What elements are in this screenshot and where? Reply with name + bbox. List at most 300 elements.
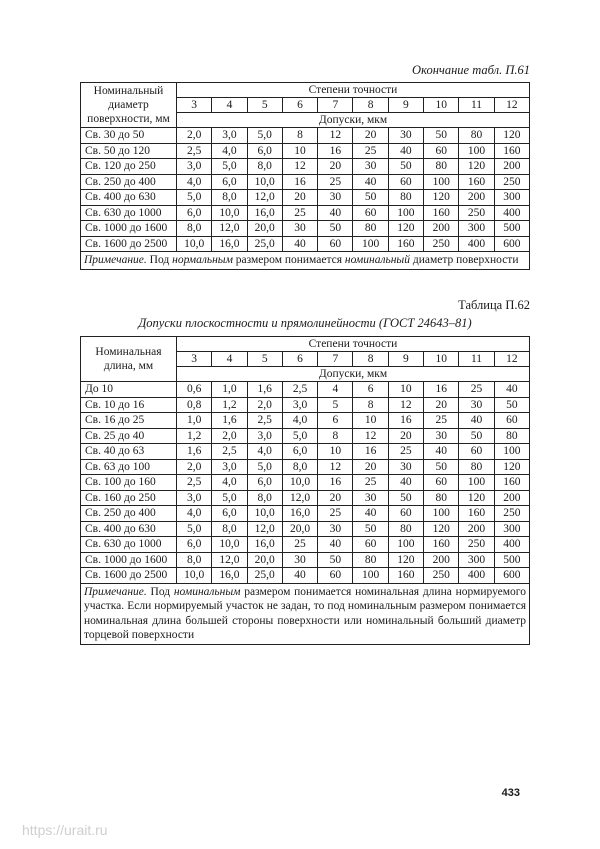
table-cell: 6,0 [177, 537, 212, 553]
table-row [81, 205, 530, 221]
table-cell: 4,0 [247, 444, 282, 460]
table-cell: 2,5 [212, 444, 247, 460]
table-cell: 80 [494, 428, 529, 444]
table-cell: 60 [318, 568, 353, 584]
table-row [81, 159, 530, 175]
note-label: Примечание. [84, 585, 147, 598]
table-cell: 60 [353, 537, 388, 553]
table-cell: 2,0 [247, 397, 282, 413]
row-label: Св. 160 до 250 [81, 490, 177, 506]
table-cell: 16 [353, 444, 388, 460]
table-cell: 60 [494, 413, 529, 429]
table-cell: 6,0 [212, 506, 247, 522]
table-cell: 80 [388, 521, 423, 537]
unit-header: Допуски, мкм [177, 113, 530, 128]
table-cell: 4,0 [212, 475, 247, 491]
grade-cell: 9 [388, 98, 423, 113]
table-cell: 50 [424, 128, 459, 144]
table-cell: 120 [459, 159, 494, 175]
table-cell: 30 [318, 521, 353, 537]
column-header: Номинальная длина, мм [81, 337, 177, 382]
row-label: Св. 100 до 160 [81, 475, 177, 491]
table-continuation-caption: Окончание табл. П.61 [412, 63, 530, 77]
table-cell: 100 [353, 236, 388, 252]
table-row [81, 413, 530, 429]
table-cell: 120 [494, 128, 529, 144]
table-cell: 300 [459, 221, 494, 237]
table-cell: 16 [424, 382, 459, 398]
table-row [81, 459, 530, 475]
table-cell: 16,0 [282, 506, 317, 522]
table-cell: 10,0 [177, 568, 212, 584]
table-cell: 8 [353, 397, 388, 413]
table-cell: 600 [494, 236, 529, 252]
table-cell: 600 [494, 568, 529, 584]
table-cell: 1,0 [177, 413, 212, 429]
table-cell: 300 [494, 521, 529, 537]
grade-cell: 3 [177, 98, 212, 113]
table-cell: 80 [459, 128, 494, 144]
table-cell: 50 [388, 490, 423, 506]
table-cell: 16 [282, 174, 317, 190]
table-cell: 1,2 [177, 428, 212, 444]
group-header: Степени точности [177, 337, 530, 352]
table-cell: 160 [424, 205, 459, 221]
table-cell: 5,0 [282, 428, 317, 444]
table-cell: 5,0 [177, 521, 212, 537]
grade-cell: 7 [318, 98, 353, 113]
row-label: Св. 400 до 630 [81, 521, 177, 537]
column-header: Номинальный диаметр поверхности, мм [81, 83, 177, 128]
table-cell: 200 [459, 190, 494, 206]
table-cell: 120 [424, 521, 459, 537]
table-cell: 4,0 [212, 143, 247, 159]
table-cell: 200 [494, 159, 529, 175]
table-cell: 10,0 [177, 236, 212, 252]
row-label: Св. 250 до 400 [81, 506, 177, 522]
grade-cell: 7 [318, 352, 353, 367]
table-row [81, 174, 530, 190]
note-emphasis: нормальным [172, 254, 233, 266]
table-cell: 500 [494, 552, 529, 568]
table-cell: 20 [353, 128, 388, 144]
table-cell: 40 [494, 382, 529, 398]
table-row [81, 382, 530, 398]
grade-cell: 12 [494, 98, 529, 113]
table-cell: 2,0 [177, 128, 212, 144]
table-cell: 6,0 [212, 174, 247, 190]
table-cell: 250 [494, 174, 529, 190]
table-cell: 16 [388, 413, 423, 429]
grade-cell: 5 [247, 352, 282, 367]
table-cell: 20,0 [247, 552, 282, 568]
table-cell: 1,2 [212, 397, 247, 413]
table-cell: 80 [459, 459, 494, 475]
table-cell: 300 [494, 190, 529, 206]
row-label: Св. 1000 до 1600 [81, 221, 177, 237]
flatness-tolerance-table-p62 [80, 336, 530, 645]
grade-cell: 5 [247, 98, 282, 113]
table-cell: 250 [494, 506, 529, 522]
row-label: Св. 1600 до 2500 [81, 236, 177, 252]
table-cell: 2,5 [247, 413, 282, 429]
table-row [81, 190, 530, 206]
row-label: Св. 30 до 50 [81, 128, 177, 144]
table-cell: 30 [282, 221, 317, 237]
table-cell: 80 [424, 490, 459, 506]
table-cell: 20 [353, 459, 388, 475]
table-cell: 100 [424, 506, 459, 522]
table-cell: 25 [282, 537, 317, 553]
table-cell: 60 [318, 236, 353, 252]
source-watermark: https://urait.ru [22, 822, 108, 838]
table-number: Таблица П.62 [458, 298, 530, 312]
grade-cell: 3 [177, 352, 212, 367]
table-cell: 12 [353, 428, 388, 444]
table-cell: 50 [318, 552, 353, 568]
table-cell: 60 [388, 506, 423, 522]
table-cell: 12,0 [282, 490, 317, 506]
table-cell: 8,0 [282, 459, 317, 475]
grade-cell: 6 [282, 98, 317, 113]
grade-cell: 10 [424, 352, 459, 367]
table-cell: 6,0 [282, 444, 317, 460]
table-row [81, 128, 530, 144]
table-cell: 30 [388, 459, 423, 475]
note-text: Под [146, 585, 174, 598]
table-cell: 20 [318, 490, 353, 506]
grade-cell: 11 [459, 352, 494, 367]
grade-cell: 8 [353, 98, 388, 113]
table-cell: 10,0 [212, 537, 247, 553]
table-cell: 50 [353, 190, 388, 206]
table-cell: 60 [353, 205, 388, 221]
note-text: Под [146, 254, 173, 266]
table-cell: 100 [459, 143, 494, 159]
table-row [81, 475, 530, 491]
table-cell: 400 [494, 537, 529, 553]
table-cell: 2,5 [177, 475, 212, 491]
table-cell: 25 [353, 143, 388, 159]
table-cell: 4,0 [282, 413, 317, 429]
table-cell: 12 [282, 159, 317, 175]
table-cell: 10,0 [247, 506, 282, 522]
table-cell: 4,0 [177, 174, 212, 190]
row-label: Св. 630 до 1000 [81, 205, 177, 221]
grade-cell: 11 [459, 98, 494, 113]
table-cell: 3,0 [212, 459, 247, 475]
note-text: диаметр поверхности [409, 254, 519, 266]
row-label: Св. 120 до 250 [81, 159, 177, 175]
table-cell: 5,0 [247, 128, 282, 144]
table-cell: 0,6 [177, 382, 212, 398]
table-row [81, 490, 530, 506]
table-cell: 250 [424, 236, 459, 252]
table-cell: 16 [318, 143, 353, 159]
table-cell: 20,0 [282, 521, 317, 537]
table-cell: 5,0 [177, 190, 212, 206]
table-note [81, 583, 530, 644]
table-cell: 160 [459, 506, 494, 522]
table-cell: 25 [353, 475, 388, 491]
table-cell: 2,0 [177, 459, 212, 475]
table-cell: 400 [459, 236, 494, 252]
table-cell: 2,0 [212, 428, 247, 444]
table-row [81, 428, 530, 444]
table-cell: 40 [318, 205, 353, 221]
table-cell: 3,0 [212, 128, 247, 144]
table-cell: 50 [318, 221, 353, 237]
table-cell: 16,0 [247, 205, 282, 221]
table-cell: 60 [459, 444, 494, 460]
note-emphasis: номинальным [173, 585, 241, 598]
table-cell: 160 [424, 537, 459, 553]
table-note [81, 252, 530, 270]
table-cell: 40 [388, 475, 423, 491]
grade-cell: 12 [494, 352, 529, 367]
table-cell: 50 [424, 459, 459, 475]
table-cell: 25,0 [247, 568, 282, 584]
unit-header: Допуски, мкм [177, 367, 530, 382]
table-cell: 6,0 [247, 143, 282, 159]
table-cell: 3,0 [177, 159, 212, 175]
table-cell: 60 [424, 143, 459, 159]
table-cell: 6,0 [177, 205, 212, 221]
table-cell: 160 [459, 174, 494, 190]
table-cell: 12 [318, 128, 353, 144]
table-row [81, 537, 530, 553]
table-row [81, 236, 530, 252]
grade-cell: 9 [388, 352, 423, 367]
table-cell: 40 [282, 568, 317, 584]
table-cell: 40 [318, 537, 353, 553]
table-cell: 5 [318, 397, 353, 413]
row-label: Св. 16 до 25 [81, 413, 177, 429]
grade-cell: 6 [282, 352, 317, 367]
table-cell: 8,0 [212, 190, 247, 206]
row-label: Св. 10 до 16 [81, 397, 177, 413]
table-cell: 12 [388, 397, 423, 413]
table-cell: 30 [424, 428, 459, 444]
table-cell: 12,0 [212, 221, 247, 237]
grade-cell: 4 [212, 352, 247, 367]
table-cell: 1,6 [247, 382, 282, 398]
table-cell: 20 [424, 397, 459, 413]
table-cell: 8,0 [247, 159, 282, 175]
row-label: Св. 1000 до 1600 [81, 552, 177, 568]
table-cell: 250 [424, 568, 459, 584]
table-cell: 12,0 [247, 190, 282, 206]
table-cell: 60 [388, 174, 423, 190]
table-cell: 160 [388, 568, 423, 584]
table-cell: 25 [388, 444, 423, 460]
table-cell: 10 [353, 413, 388, 429]
note-label: Примечание. [84, 254, 147, 266]
table-cell: 100 [353, 568, 388, 584]
note-row [81, 583, 530, 644]
table-cell: 25 [318, 506, 353, 522]
table-cell: 100 [388, 537, 423, 553]
group-header: Степени точности [177, 83, 530, 98]
table-cell: 20 [282, 190, 317, 206]
table-cell: 120 [388, 221, 423, 237]
row-label: Св. 50 до 120 [81, 143, 177, 159]
table-cell: 50 [353, 521, 388, 537]
table-cell: 30 [353, 159, 388, 175]
table-cell: 250 [459, 205, 494, 221]
table-cell: 60 [424, 475, 459, 491]
table-cell: 300 [459, 552, 494, 568]
table-cell: 120 [388, 552, 423, 568]
table-cell: 120 [494, 459, 529, 475]
table-cell: 10,0 [282, 475, 317, 491]
table-cell: 25 [318, 174, 353, 190]
row-label: Св. 400 до 630 [81, 190, 177, 206]
table-cell: 5,0 [212, 490, 247, 506]
table-cell: 10 [388, 382, 423, 398]
table-cell: 1,0 [212, 382, 247, 398]
table-cell: 6 [318, 413, 353, 429]
table-cell: 20,0 [247, 221, 282, 237]
table-cell: 10,0 [212, 205, 247, 221]
table-cell: 40 [282, 236, 317, 252]
table-cell: 160 [388, 236, 423, 252]
table-cell: 10 [318, 444, 353, 460]
table-cell: 8 [282, 128, 317, 144]
row-label: Св. 1600 до 2500 [81, 568, 177, 584]
table-cell: 16 [318, 475, 353, 491]
table-cell: 50 [459, 428, 494, 444]
table-cell: 25 [282, 205, 317, 221]
table-cell: 10 [282, 143, 317, 159]
table-cell: 3,0 [247, 428, 282, 444]
table-cell: 80 [388, 190, 423, 206]
header-row [81, 83, 530, 98]
table-cell: 8,0 [177, 552, 212, 568]
table-cell: 8,0 [212, 521, 247, 537]
table-cell: 25,0 [247, 236, 282, 252]
table-cell: 30 [318, 190, 353, 206]
table-cell: 12,0 [247, 521, 282, 537]
table-cell: 30 [282, 552, 317, 568]
table-cell: 8 [318, 428, 353, 444]
table-cell: 3,0 [282, 397, 317, 413]
table-cell: 12,0 [212, 552, 247, 568]
table-row [81, 143, 530, 159]
table-cell: 12 [318, 459, 353, 475]
row-label: До 10 [81, 382, 177, 398]
table-cell: 40 [424, 444, 459, 460]
table-cell: 80 [424, 159, 459, 175]
grade-cell: 10 [424, 98, 459, 113]
row-label: Св. 250 до 400 [81, 174, 177, 190]
table-row [81, 568, 530, 584]
row-label: Св. 25 до 40 [81, 428, 177, 444]
table-cell: 16,0 [212, 568, 247, 584]
note-row [81, 252, 530, 270]
table-cell: 16,0 [212, 236, 247, 252]
table-cell: 20 [388, 428, 423, 444]
table-cell: 100 [424, 174, 459, 190]
note-emphasis: номинальный [344, 254, 410, 266]
table-cell: 5,0 [247, 459, 282, 475]
table-cell: 80 [353, 552, 388, 568]
table-cell: 6,0 [247, 475, 282, 491]
row-label: Св. 40 до 63 [81, 444, 177, 460]
table-cell: 120 [424, 190, 459, 206]
table-cell: 4,0 [177, 506, 212, 522]
table-row [81, 552, 530, 568]
table-cell: 250 [459, 537, 494, 553]
table-cell: 100 [459, 475, 494, 491]
table-cell: 25 [424, 413, 459, 429]
table-cell: 1,6 [212, 413, 247, 429]
table-cell: 200 [424, 221, 459, 237]
table-cell: 160 [494, 475, 529, 491]
table-cell: 0,8 [177, 397, 212, 413]
table-cell: 40 [459, 413, 494, 429]
table-cell: 8,0 [177, 221, 212, 237]
table-cell: 40 [353, 506, 388, 522]
table-cell: 10,0 [247, 174, 282, 190]
table-cell: 5,0 [212, 159, 247, 175]
table-cell: 25 [459, 382, 494, 398]
table-cell: 2,5 [282, 382, 317, 398]
table-cell: 30 [388, 128, 423, 144]
table-cell: 160 [494, 143, 529, 159]
table-cell: 50 [494, 397, 529, 413]
table-cell: 400 [459, 568, 494, 584]
grade-cell: 4 [212, 98, 247, 113]
grade-cell: 8 [353, 352, 388, 367]
table-cell: 30 [353, 490, 388, 506]
table-cell: 200 [494, 490, 529, 506]
table-cell: 500 [494, 221, 529, 237]
table-cell: 3,0 [177, 490, 212, 506]
table-cell: 2,5 [177, 143, 212, 159]
table-row [81, 521, 530, 537]
table-cell: 200 [424, 552, 459, 568]
table-cell: 40 [353, 174, 388, 190]
table-row [81, 506, 530, 522]
note-text: размером понимается [232, 254, 345, 266]
table-cell: 50 [388, 159, 423, 175]
header-row [81, 337, 530, 352]
table-cell: 400 [494, 205, 529, 221]
table-cell: 200 [459, 521, 494, 537]
table-cell: 16,0 [247, 537, 282, 553]
tolerance-table-p61 [80, 82, 530, 270]
table-cell: 20 [318, 159, 353, 175]
table-row [81, 444, 530, 460]
table-row [81, 397, 530, 413]
table-row [81, 221, 530, 237]
page-number: 433 [501, 787, 520, 799]
table-cell: 4 [318, 382, 353, 398]
table-cell: 100 [494, 444, 529, 460]
table-cell: 1,6 [177, 444, 212, 460]
table-cell: 100 [388, 205, 423, 221]
table-title: Допуски плоскостности и прямолинейности (ГОСТ 24643–81) [138, 316, 472, 330]
table-cell: 40 [388, 143, 423, 159]
table-cell: 8,0 [247, 490, 282, 506]
row-label: Св. 630 до 1000 [81, 537, 177, 553]
note-text: размером понимается номинальная длина нормируемого участка. Если нормируемый участок не задан, то под номинальным размером понимается номинальная длина большей стороны поверхности или номинальный больший диаметр торцевой поверхности [84, 585, 526, 641]
row-label: Св. 63 до 100 [81, 459, 177, 475]
table-cell: 80 [353, 221, 388, 237]
table-cell: 30 [459, 397, 494, 413]
table-cell: 120 [459, 490, 494, 506]
